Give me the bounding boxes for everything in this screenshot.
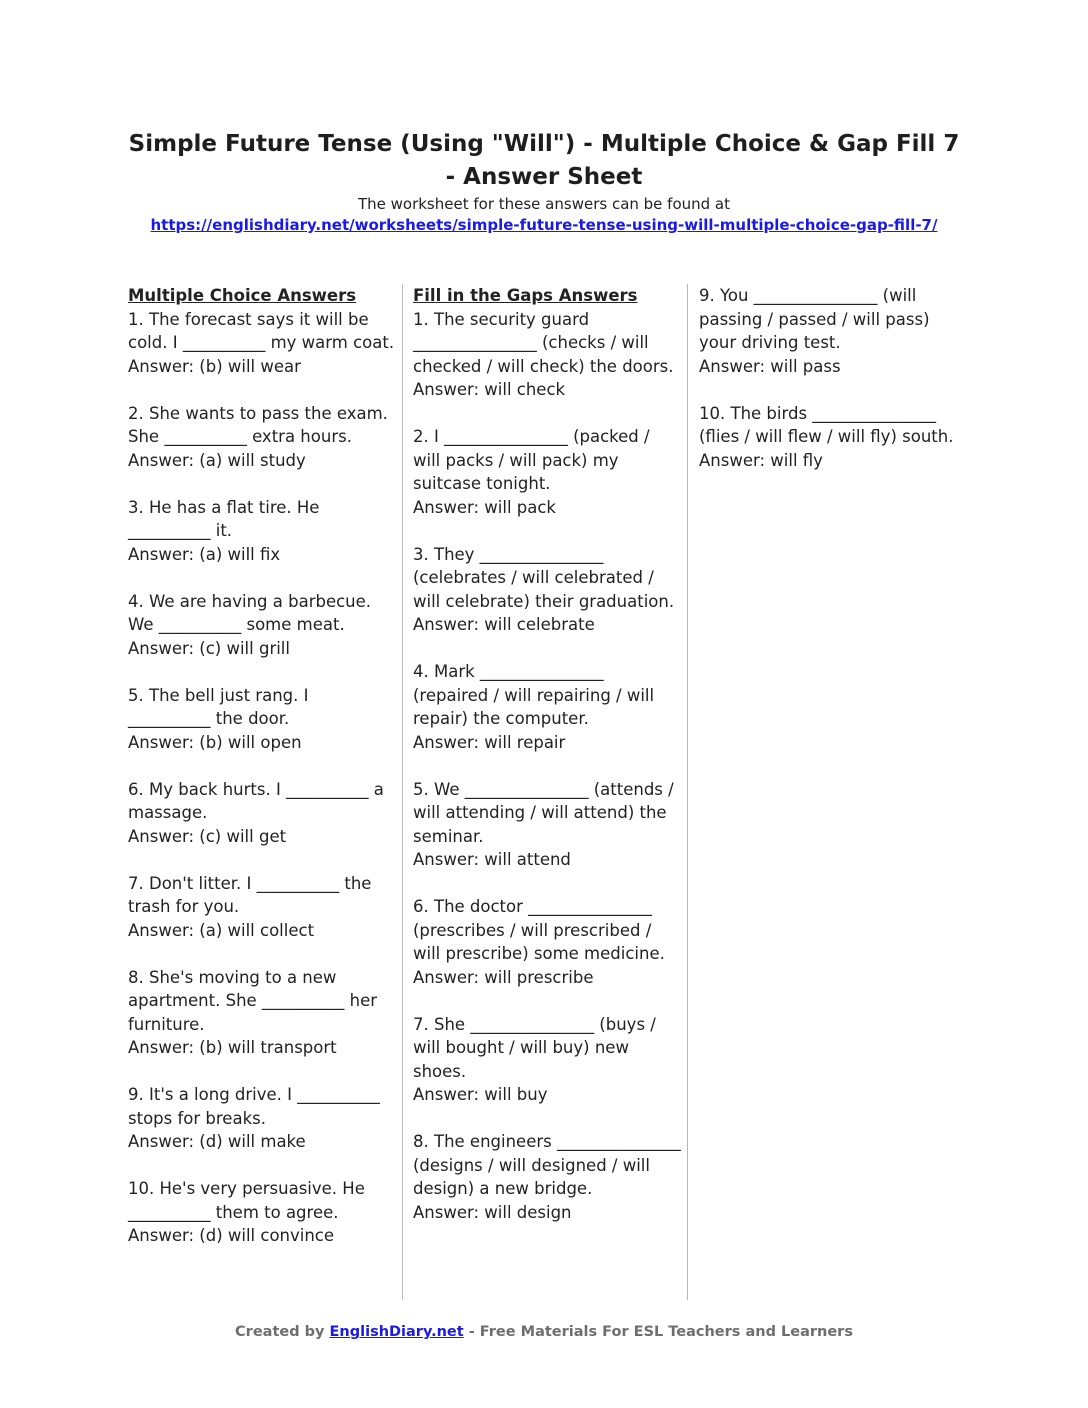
gap-answer: Answer: will attend bbox=[413, 850, 571, 869]
worksheet-source-note: The worksheet for these answers can be found at bbox=[357, 195, 731, 213]
gap-question: 3. They _______________ (celebrates / will celebrated / will celebrate) their graduation. bbox=[413, 544, 675, 611]
gap-item-10 bbox=[699, 402, 967, 473]
gap-question: 5. We _______________ (attends / will attending / will attend) the seminar. bbox=[413, 779, 674, 846]
gap-answer: Answer: will celebrate bbox=[413, 615, 595, 634]
mc-question: 8. She's moving to a new apartment. She __________ her furniture. bbox=[128, 967, 378, 1034]
gap-answer: Answer: will prescribe bbox=[413, 967, 594, 987]
page-title-line-2: - Answer Sheet bbox=[445, 164, 643, 190]
mc-answer: Answer: (d) will convince bbox=[128, 1226, 335, 1245]
gap-answer: Answer: will buy bbox=[413, 1085, 548, 1104]
gap-item-2 bbox=[413, 425, 681, 519]
gap-question: 9. You _______________ (will passing / passed / will pass) your driving test. bbox=[699, 286, 930, 352]
gap-item-8 bbox=[413, 1130, 681, 1224]
mc-item-9 bbox=[128, 1083, 396, 1154]
footer-prefix: Created by bbox=[235, 1324, 330, 1340]
gap-fill-column bbox=[413, 284, 681, 1248]
mc-answer: Answer: (a) will fix bbox=[128, 544, 281, 564]
mc-item-10 bbox=[128, 1177, 396, 1248]
mc-question: 1. The forecast says it will be cold. I __________ my warm coat. bbox=[128, 309, 395, 352]
multiple-choice-column bbox=[128, 284, 396, 1271]
gap-fill-column-continued bbox=[699, 284, 967, 496]
mc-answer: Answer: (c) will grill bbox=[128, 638, 290, 658]
gap-item-4 bbox=[413, 660, 681, 754]
gap-answer: Answer: will pack bbox=[413, 497, 556, 517]
gap-question: 8. The engineers _______________ (designs / will designed / will design) a new bridge. bbox=[413, 1132, 681, 1198]
mc-question: 7. Don't litter. I __________ the trash for you. bbox=[128, 873, 372, 916]
mc-item-1 bbox=[128, 308, 396, 379]
mc-answer: Answer: (a) will study bbox=[128, 450, 306, 470]
mc-answer: Answer: (b) will transport bbox=[128, 1038, 337, 1057]
mc-question: 2. She wants to pass the exam. She __________ extra hours. bbox=[128, 403, 388, 446]
page-title-line-1: Simple Future Tense (Using "Will") - Multiple Choice & Gap Fill 7 bbox=[128, 131, 960, 157]
page-title bbox=[0, 128, 1088, 194]
mc-item-8 bbox=[128, 966, 396, 1060]
gap-answer: Answer: will pass bbox=[699, 356, 841, 376]
mc-question: 10. He's very persuasive. He __________ them to agree. bbox=[128, 1179, 365, 1222]
mc-question: 6. My back hurts. I __________ a massage. bbox=[128, 779, 384, 822]
gap-item-5 bbox=[413, 778, 681, 872]
gap-answer: Answer: will repair bbox=[413, 732, 566, 752]
gap-answer: Answer: will design bbox=[413, 1202, 572, 1222]
footer bbox=[0, 1322, 1088, 1342]
column-divider-2 bbox=[687, 284, 688, 1300]
footer-brand-link[interactable]: EnglishDiary.net bbox=[329, 1324, 464, 1340]
mc-answer: Answer: (a) will collect bbox=[128, 920, 315, 940]
gap-item-3 bbox=[413, 543, 681, 637]
mc-question: 4. We are having a barbecue. We __________ some meat. bbox=[128, 591, 372, 634]
gap-question: 6. The doctor _______________ (prescribes / will prescribed / will prescribe) some medicine. bbox=[413, 897, 665, 963]
footer-suffix: - Free Materials For ESL Teachers and Learners bbox=[463, 1324, 853, 1340]
mc-question: 5. The bell just rang. I __________ the door. bbox=[128, 685, 309, 728]
gap-item-7 bbox=[413, 1013, 681, 1107]
gap-item-9 bbox=[699, 284, 967, 378]
mc-item-6 bbox=[128, 778, 396, 849]
mc-answer: Answer: (b) will wear bbox=[128, 356, 301, 376]
gap-question: 7. She _______________ (buys / will bought / will buy) new shoes. bbox=[413, 1014, 656, 1081]
gap-question: 4. Mark _______________ (repaired / will repairing / will repair) the computer. bbox=[413, 662, 655, 728]
column-divider-1 bbox=[402, 284, 403, 1300]
gap-question: 10. The birds _______________ (flies / will flew / will fly) south. bbox=[699, 403, 954, 446]
worksheet-link[interactable]: https://englishdiary.net/worksheets/simple-future-tense-using-will-multiple-choice-gap-fill-7/ bbox=[150, 216, 938, 234]
mc-answer: Answer: (c) will get bbox=[128, 826, 287, 846]
gap-item-1 bbox=[413, 308, 681, 402]
multiple-choice-heading: Multiple Choice Answers bbox=[128, 286, 357, 305]
gap-question: 2. I _______________ (packed / will packs / will pack) my suitcase tonight. bbox=[413, 427, 650, 493]
mc-item-4 bbox=[128, 590, 396, 661]
mc-answer: Answer: (d) will make bbox=[128, 1132, 306, 1151]
gap-item-6 bbox=[413, 895, 681, 989]
mc-item-2 bbox=[128, 402, 396, 473]
gap-answer: Answer: will fly bbox=[699, 450, 823, 470]
mc-question: 9. It's a long drive. I __________ stops for breaks. bbox=[128, 1085, 380, 1128]
mc-item-7 bbox=[128, 872, 396, 943]
mc-answer: Answer: (b) will open bbox=[128, 732, 302, 752]
mc-item-5 bbox=[128, 684, 396, 755]
gap-fill-heading: Fill in the Gaps Answers bbox=[413, 286, 638, 305]
gap-question: 1. The security guard _______________ (checks / will checked / will check) the doors. bbox=[413, 309, 674, 376]
gap-answer: Answer: will check bbox=[413, 380, 566, 399]
mc-question: 3. He has a flat tire. He __________ it. bbox=[128, 497, 320, 540]
mc-item-3 bbox=[128, 496, 396, 567]
